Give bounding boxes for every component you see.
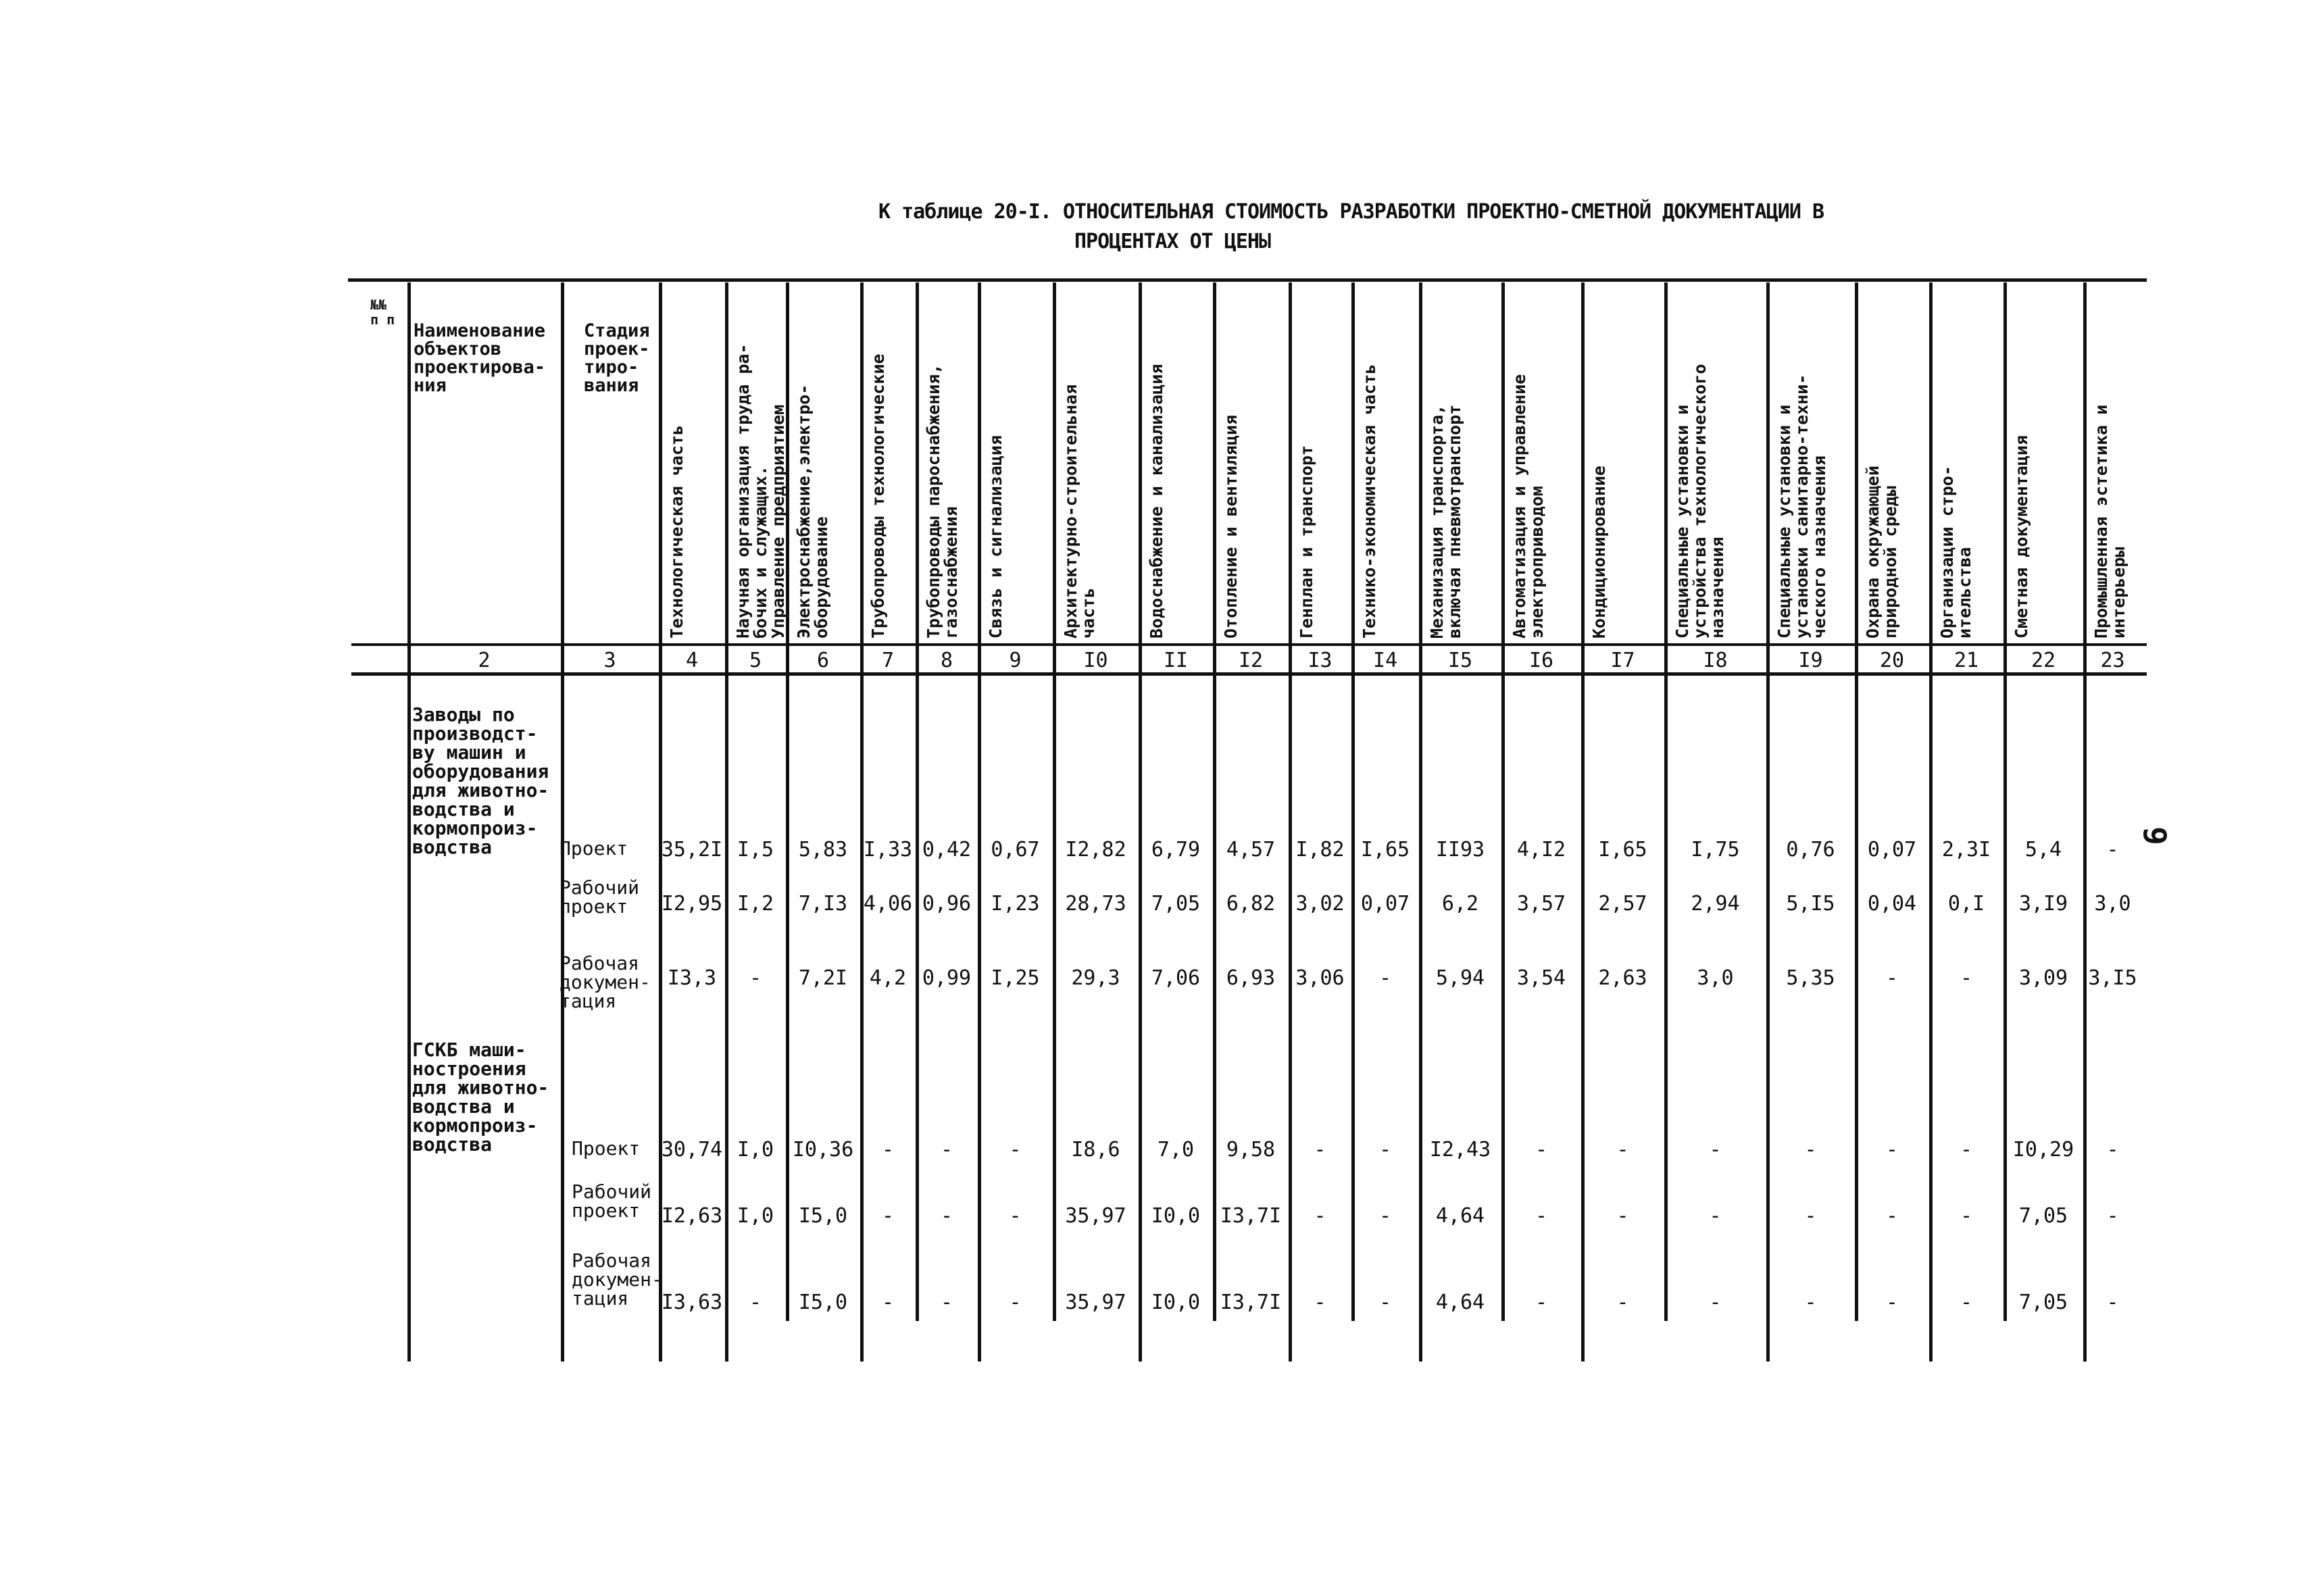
table-cell: - — [940, 1204, 953, 1228]
column-number: 2 — [478, 649, 491, 672]
table-cell: I3,7I — [1220, 1204, 1282, 1228]
header-column-8: Трубопроводы пароснабжения, газоснабжения — [924, 364, 961, 639]
table-cell: I,75 — [1691, 838, 1740, 862]
table-cell: - — [1378, 1204, 1392, 1228]
column-number: I9 — [1798, 649, 1823, 672]
table-cell: 4,64 — [1435, 1204, 1485, 1228]
column-rule — [659, 282, 662, 1362]
header-design-stage: Стадия проек- тиро- вания — [584, 320, 650, 396]
table-cell: 9,58 — [1226, 1138, 1276, 1162]
column-number: I6 — [1528, 649, 1554, 672]
design-stage: Рабочая докумен- тация — [572, 1249, 663, 1310]
table-cell: 4,2 — [869, 966, 907, 990]
header-column-17: Кондиционирование — [1589, 466, 1609, 639]
table-cell: 2,94 — [1691, 892, 1740, 916]
table-cell: 0,07 — [1867, 838, 1917, 862]
table-cell: - — [1378, 966, 1392, 990]
table-cell: 4,06 — [863, 892, 913, 916]
column-number: 22 — [2031, 649, 2056, 672]
table-cell: 6,82 — [1226, 892, 1276, 916]
table-cell: - — [1804, 1204, 1817, 1228]
column-number: 23 — [2100, 649, 2125, 672]
column-rule — [725, 282, 728, 1362]
column-rule — [1929, 282, 1933, 1362]
table-cell: I8,6 — [1071, 1138, 1120, 1162]
table-cell: 0,04 — [1867, 892, 1917, 916]
table-cell: I,33 — [863, 838, 913, 862]
column-number: I7 — [1610, 649, 1635, 672]
table-cell: - — [1535, 1138, 1548, 1162]
table-cell: - — [881, 1291, 895, 1314]
column-number: 5 — [749, 649, 762, 672]
header-column-23: Промышленная эстетика и интерьеры — [2091, 404, 2129, 639]
header-column-15: Механизация транспорта, включая пневмотранспорт — [1427, 404, 1464, 639]
header-column-6: Электроснабжение,электро- оборудование — [794, 384, 831, 639]
table-cell: I2,95 — [661, 892, 723, 916]
design-stage: Рабочий проект — [559, 876, 640, 918]
table-cell: - — [1535, 1204, 1548, 1228]
rule-top — [348, 278, 2147, 282]
header-object-name: Наименование объектов проектирова- ния — [414, 320, 546, 396]
column-rule — [1581, 282, 1585, 1362]
table-cell: 7,05 — [2018, 1204, 2068, 1228]
table-cell: - — [881, 1204, 895, 1228]
table-cell: 2,63 — [1598, 966, 1647, 990]
table-cell: 5,35 — [1786, 966, 1835, 990]
table-cell: II93 — [1435, 838, 1485, 862]
column-rule — [1855, 282, 1858, 1321]
table-cell: 0,67 — [991, 838, 1040, 862]
column-rule — [978, 282, 981, 1362]
table-cell: - — [1960, 1138, 1973, 1162]
title-line-2: ПРОЦЕНТАХ ОТ ЦЕНЫ — [1074, 230, 1271, 253]
table-cell: - — [881, 1138, 895, 1162]
table-cell: - — [1885, 966, 1899, 990]
column-number: I0 — [1083, 649, 1108, 672]
table-cell: 6,2 — [1441, 892, 1479, 916]
header-column-10: Архитектурно-строительная часть — [1061, 384, 1098, 639]
table-cell: 3,57 — [1516, 892, 1566, 916]
table-cell: I3,63 — [661, 1291, 723, 1314]
column-number: II — [1163, 649, 1189, 672]
header-column-18: Специальные установки и устройства технологического назначения — [1672, 364, 1727, 639]
table-cell: I,23 — [991, 892, 1040, 916]
table-cell: I0,29 — [2012, 1138, 2074, 1162]
table-cell: - — [1804, 1138, 1817, 1162]
table-cell: - — [1378, 1138, 1392, 1162]
table-cell: - — [1616, 1138, 1629, 1162]
table-cell: - — [1535, 1291, 1548, 1314]
table-cell: - — [749, 966, 762, 990]
column-number: 20 — [1879, 649, 1905, 672]
header-number-label: №№ п п — [370, 297, 395, 328]
column-number: I4 — [1372, 649, 1398, 672]
table-cell: 3,I5 — [2088, 966, 2137, 990]
table-cell: - — [1709, 1204, 1722, 1228]
table-cell: 4,57 — [1226, 838, 1276, 862]
header-column-19: Специальные установки и установки санитарно-техни- ческого назначения — [1774, 374, 1829, 639]
table-cell: 7,06 — [1151, 966, 1201, 990]
table-cell: 3,0 — [2094, 892, 2131, 916]
design-stage: Проект — [572, 1137, 641, 1159]
column-rule — [1351, 282, 1355, 1321]
table-cell: 29,3 — [1071, 966, 1120, 990]
table-cell: I5,0 — [798, 1291, 848, 1314]
table-cell: 0,42 — [922, 838, 972, 862]
table-cell: I2,63 — [661, 1204, 723, 1228]
header-column-13: Генплан и транспорт — [1297, 445, 1316, 639]
table-cell: I,2 — [737, 892, 774, 916]
table-cell: I3,7I — [1220, 1291, 1282, 1314]
table-cell: - — [2106, 1204, 2119, 1228]
table-cell: 3,54 — [1516, 966, 1566, 990]
table-cell: 7,2I — [798, 966, 848, 990]
header-column-4: Технологическая часть — [667, 424, 687, 639]
table-cell: 2,3I — [1941, 838, 1991, 862]
object-name: Заводы по производст- ву машин и оборудования для животно- водства и кормопроиз- водства — [412, 703, 549, 858]
column-number: I3 — [1308, 649, 1333, 672]
table-cell: 35,97 — [1065, 1204, 1126, 1228]
column-rule — [916, 282, 919, 1321]
header-column-7: Трубопроводы технологические — [868, 353, 888, 639]
table-cell: I2,43 — [1429, 1138, 1491, 1162]
table-cell: I,25 — [991, 966, 1040, 990]
table-cell: 0,07 — [1360, 892, 1410, 916]
table-cell: - — [1960, 966, 1973, 990]
table-cell: - — [1960, 1204, 1973, 1228]
table-cell: 0,I — [1947, 892, 1985, 916]
column-rule — [1053, 282, 1056, 1321]
table-cell: I,65 — [1598, 838, 1647, 862]
table-cell: I0,36 — [792, 1138, 854, 1162]
table-cell: - — [1009, 1291, 1022, 1314]
table-cell: I0,0 — [1151, 1204, 1201, 1228]
table-cell: 28,73 — [1065, 892, 1126, 916]
table-cell: 5,4 — [2024, 838, 2062, 862]
column-rule — [1289, 282, 1292, 1362]
design-stage: Проект — [559, 837, 628, 859]
column-rule — [860, 282, 864, 1362]
rule-header-bottom — [351, 643, 2147, 646]
table-cell: 5,I5 — [1786, 892, 1835, 916]
table-cell: 7,05 — [1151, 892, 1201, 916]
column-number: I2 — [1238, 649, 1264, 672]
table-cell: 4,64 — [1435, 1291, 1485, 1314]
header-column-20: Охрана окружающей природной среды — [1863, 466, 1900, 639]
table-cell: - — [1709, 1138, 1722, 1162]
table-cell: 35,97 — [1065, 1291, 1126, 1314]
table-cell: I5,0 — [798, 1204, 848, 1228]
title-line-1: К таблице 20-I. ОТНОСИТЕЛЬНАЯ СТОИМОСТЬ РАЗРАБОТКИ ПРОЕКТНО-СМЕТНОЙ ДОКУМЕНТАЦИИ В — [878, 200, 1824, 224]
table-cell: 35,2I — [661, 838, 723, 862]
column-number: 3 — [603, 649, 616, 672]
header-column-14: Технико-экономическая часть — [1360, 364, 1379, 639]
design-stage: Рабочая докумен- тация — [559, 952, 651, 1012]
rule-numbers-bottom — [351, 672, 2147, 676]
design-stage: Рабочий проект — [572, 1180, 652, 1222]
table-cell: - — [1009, 1204, 1022, 1228]
column-rule — [1501, 282, 1505, 1321]
column-number: 9 — [1009, 649, 1022, 672]
column-number: 6 — [816, 649, 830, 672]
column-rule — [1419, 282, 1422, 1362]
column-rule — [1664, 282, 1668, 1321]
table-cell: 4,I2 — [1516, 838, 1566, 862]
table-cell: I0,0 — [1151, 1291, 1201, 1314]
table-cell: 30,74 — [661, 1138, 723, 1162]
header-column-16: Автоматизация и управление электроприводом — [1510, 374, 1547, 639]
header-column-12: Отопление и вентиляция — [1221, 414, 1241, 639]
table-cell: - — [1616, 1204, 1629, 1228]
table-cell: - — [1804, 1291, 1817, 1314]
table-cell: - — [2106, 1138, 2119, 1162]
table-cell: I,0 — [737, 1204, 774, 1228]
table-cell: - — [2106, 838, 2119, 862]
column-rule — [2003, 282, 2007, 1321]
table-cell: - — [1885, 1291, 1899, 1314]
table-cell: 7,I3 — [798, 892, 848, 916]
table-cell: - — [1709, 1291, 1722, 1314]
header-column-5: Научная организация труда ра- бочих и служащих. Управление предприятием — [733, 343, 788, 639]
table-cell: I,0 — [737, 1138, 774, 1162]
column-rule — [1766, 282, 1770, 1362]
header-column-21: Организации стро- ительства — [1937, 466, 1974, 639]
table-cell: I,65 — [1360, 838, 1410, 862]
table-cell: - — [1616, 1291, 1629, 1314]
table-cell: - — [1314, 1138, 1326, 1162]
column-number: I8 — [1703, 649, 1728, 672]
table-cell: 0,99 — [922, 966, 972, 990]
header-column-9: Связь и сигнализация — [986, 434, 1005, 639]
table-cell: 6,93 — [1226, 966, 1276, 990]
table-cell: 3,02 — [1295, 892, 1345, 916]
table-cell: I,5 — [737, 838, 774, 862]
table-cell: - — [749, 1291, 762, 1314]
table-cell: 5,94 — [1435, 966, 1485, 990]
table-cell: 3,06 — [1295, 966, 1345, 990]
table-cell: - — [940, 1138, 953, 1162]
header-column-11: Водоснабжение и канализация — [1147, 364, 1166, 639]
table-cell: - — [1314, 1291, 1326, 1314]
table-cell: 2,57 — [1598, 892, 1647, 916]
page-number: 9 — [2136, 826, 2173, 845]
table-cell: 3,I9 — [2018, 892, 2068, 916]
table-cell: 6,79 — [1151, 838, 1201, 862]
table-cell: 5,83 — [798, 838, 848, 862]
rule-left — [407, 282, 411, 1362]
table-cell: - — [1885, 1204, 1899, 1228]
table-cell: 7,05 — [2018, 1291, 2068, 1314]
table-cell: 3,0 — [1697, 966, 1734, 990]
column-rule — [1213, 282, 1216, 1321]
table-cell: 7,0 — [1157, 1138, 1195, 1162]
header-column-22: Сметная документация — [2012, 434, 2031, 639]
table-cell: - — [1009, 1138, 1022, 1162]
table-cell: - — [940, 1291, 953, 1314]
table-cell: - — [2106, 1291, 2119, 1314]
table-cell: - — [1378, 1291, 1392, 1314]
table-cell: I2,82 — [1065, 838, 1126, 862]
table-cell: 0,96 — [922, 892, 972, 916]
table-cell: - — [1885, 1138, 1899, 1162]
table-cell: 0,76 — [1786, 838, 1835, 862]
table-cell: I3,3 — [667, 966, 717, 990]
column-rule — [561, 282, 564, 1362]
table-cell: - — [1314, 1204, 1326, 1228]
column-rule — [2083, 282, 2087, 1362]
table-cell: I,82 — [1295, 838, 1345, 862]
column-number: 4 — [685, 649, 699, 672]
column-number: 8 — [940, 649, 953, 672]
column-rule — [1139, 282, 1142, 1362]
column-number: 7 — [881, 649, 895, 672]
table-cell: 3,09 — [2018, 966, 2068, 990]
table-cell: - — [1960, 1291, 1973, 1314]
object-name: ГСКБ маши- ностроения для животно- водства и кормопроиз- водства — [412, 1039, 549, 1155]
column-number: 21 — [1953, 649, 1979, 672]
column-number: I5 — [1447, 649, 1473, 672]
